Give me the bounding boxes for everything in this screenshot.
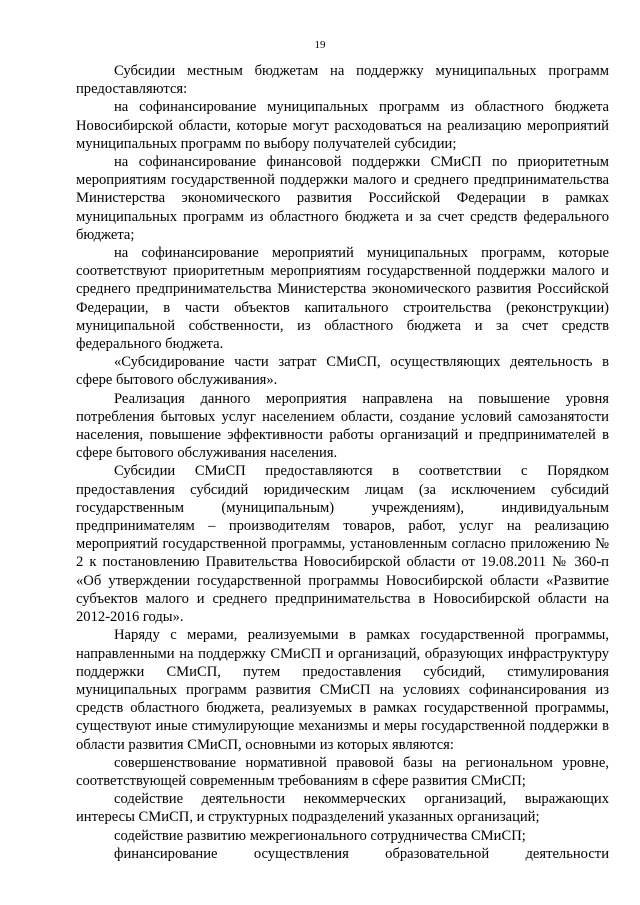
- paragraph: содействие деятельности некоммерческих организаций, выражающих интересы СМиСП, и структурных подразделений указанных организаций;: [76, 791, 609, 826]
- paragraph: Субсидии СМиСП предоставляются в соответствии с Порядком предоставления субсидий юридическим лицам (за исключением субсидий государственным (муниципальным) учреждениям), индивидуальным предпринимателям – производителям товаров, работ, услуг на реализацию мероприятий государственной программы, установленным согласно приложению № 2 к постановлению Правительства Новосибирской области от 19.08.2011 № 360-п «Об утверждении государственной программы Новосибирской области «Развитие субъектов малого и среднего предпринимательства в Новосибирской области на 2012-2016 годы».: [76, 463, 609, 626]
- paragraph: Субсидии местным бюджетам на поддержку муниципальных программ предоставляются:: [76, 63, 609, 98]
- paragraph: на софинансирование мероприятий муниципальных программ, которые соответствуют приоритетным мероприятиям государственной поддержки малого и среднего предпринимательства Министерства экономического развития Российской Федерации, в части объектов капитального строительства (реконструкции) муниципальной собственности, из областного бюджета и за счет средств федерального бюджета.: [76, 245, 609, 353]
- paragraph: «Субсидирование части затрат СМиСП, осуществляющих деятельность в сфере бытового обслуживания».: [76, 354, 609, 389]
- paragraph: финансирование осуществления образовательной деятельности: [114, 845, 609, 862]
- page-number: 19: [314, 39, 326, 51]
- paragraph: на софинансирование муниципальных программ из областного бюджета Новосибирской области, которые могут расходоваться на реализацию мероприятий муниципальных программ по выбору получателей субсидии;: [76, 99, 609, 152]
- page-body: [76, 62, 609, 863]
- paragraph: совершенствование нормативной правовой базы на региональном уровне, соответствующей современным требованиям в сфере развития СМиСП;: [76, 754, 609, 789]
- paragraph: Наряду с мерами, реализуемыми в рамках государственной программы, направленными на поддержку СМиСП и организаций, образующих инфраструктуру поддержки СМиСП, путем предоставления субсидий, стимулирования муниципальных программ развития СМиСП на условиях софинансирования из средств областного бюджета, реализуемых в рамках государственной программы, существуют иные стимулирующие механизмы и меры государственной поддержки в области развития СМиСП, основными из которых являются:: [76, 627, 609, 753]
- paragraph: содействие развитию межрегионального сотрудничества СМиСП;: [114, 827, 526, 844]
- paragraph: на софинансирование финансовой поддержки СМиСП по приоритетным мероприятиям государственной поддержки малого и среднего предпринимательства Министерства экономического развития Российской Федерации в рамках муниципальных программ из областного бюджета и за счет средств федерального бюджета;: [76, 154, 609, 243]
- paragraph: Реализация данного мероприятия направлена на повышение уровня потребления бытовых услуг населением области, создание условий самозанятости населения, повышение эффективности работы организаций и предпринимателей в сфере бытового обслуживания населения.: [76, 390, 609, 462]
